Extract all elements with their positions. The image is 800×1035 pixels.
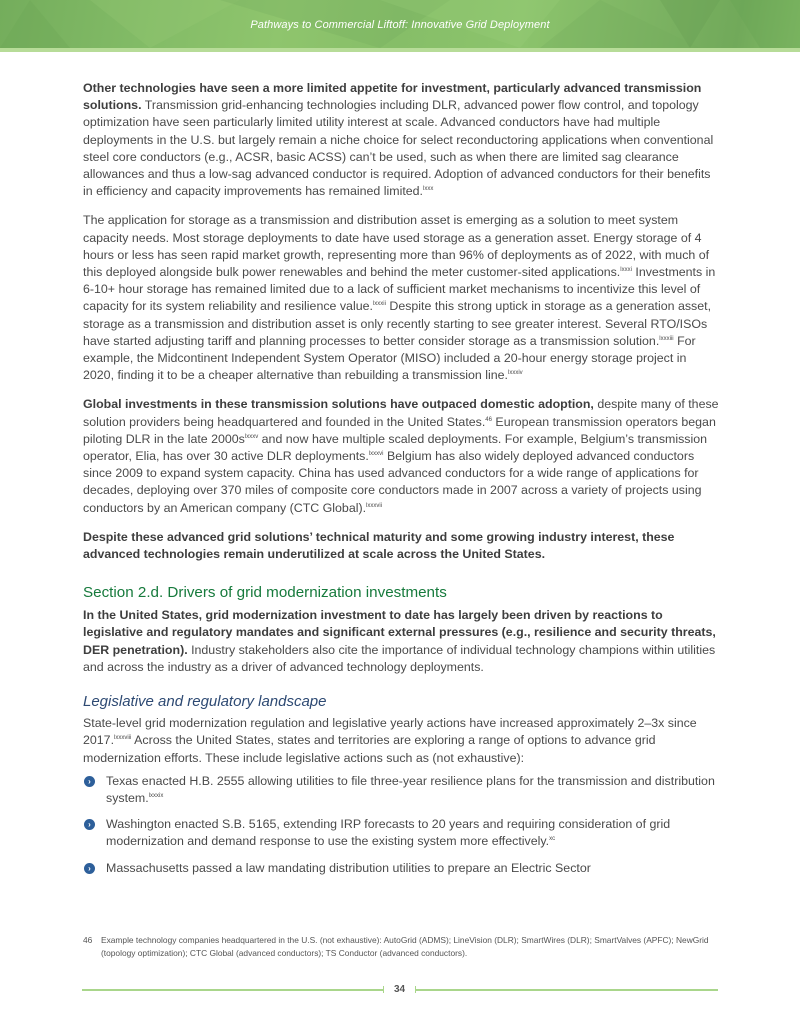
endnote-ref[interactable]: lxxxii — [372, 301, 386, 308]
endnote-ref[interactable]: lxxxv — [244, 433, 259, 440]
endnote-ref[interactable]: lxxxvi — [368, 451, 384, 458]
endnote-ref[interactable]: lxxxi — [620, 267, 632, 274]
paragraph-storage: The application for storage as a transmission and distribution asset is emerging as a solution to meet system capacity needs. Most storage deployments to date have used storage as a generation asset. Energy storage of 4 hours or less has seen rapid market growth, representing more than 96% of deployments as of 2022, with much of this deployed alongside bulk power renewables and behind the meter customer-sited applications.$^{lxxxi}$ Investments in 6-10+ hour storage has remained limited due to a lack of sufficient market mechanisms to incentivize this level of capacity for its system reliability and resilience value.$^{lxxxii}$ Despite this strong uptick in storage as a generation asset, storage as a transmission and distribution asset is only recently starting to see greater interest. Several RTO/ISOs have started adjusting tariff and planning processes to better consider storage as a transmission solution.$^{lxxxiii}$ For example, the Midcontinent Independent System Operator (MISO) included a 20-hour energy storage project in 2020, finding it to be a cheaper alternative than rebuilding a transmission line.$^{lxxxiv}$ — [83, 213, 716, 383]
footnote — [83, 934, 723, 959]
document-title: Pathways to Commercial Liftoff: Innovative Grid Deployment — [250, 19, 550, 31]
paragraph-advanced-transmission: Other technologies have seen a more limited appetite for investment, particularly advanced transmission solutions. Transmission grid-enhancing technologies including DLR, advanced power flow control, and topology optimization have seen particularly limited utility interest at scale. Advanced conductors have had multiple deployments in the U.S. but largely remain a niche choice for select reconductoring applications when conventional steel core conductors (e.g., ACSR, basic ACSS) can’t be used, such as when there are limited sag clearance allowances and thus a low-sag advanced conductor is required. Adoption of advanced conductors for their benefits in efficiency and capacity improvements has remained limited.$^{lxxx}$ — [83, 81, 714, 199]
paragraph-global-investments: Global investments in these transmission solutions have outpaced domestic adoption, despite many of these solution providers being headquartered and founded in the United States.$^{46}$ European transmission operators began piloting DLR in the late $2000s^{lxxxv}$ and now have multiple scaled deployments. For example, Belgium’s transmission operator, Elia, has over 30 active DLR deployments.$^{lxxxvi}$ Belgium has also widely deployed advanced conductors since 2009 to expand system capacity. China has used advanced conductors for a wide range of applications for decades, deploying over 370 miles of composite core conductors made in 2007 across a variety of projects using conductors by an American company (CTC Global).$^{lxxxvii}$ — [83, 397, 719, 515]
summary-statement: Despite these advanced grid solutions’ technical maturity and some growing industry interest, these advanced technologies remain underutilized at scale across the United States. — [83, 529, 675, 562]
lead-sentence: Global investments in these transmission solutions have outpaced domestic adoption, — [83, 397, 594, 412]
subsection-heading: Legislative and regulatory landscape — [83, 693, 327, 711]
page-footer — [82, 982, 718, 998]
subsection-intro: State-level grid modernization regulation and legislative yearly actions have increased approximately 2–3x since 2017.$^{lxxxviii}$ Across the United States, states and territories are exploring a range of options to advance grid modernization efforts. These include legislative actions such as (not exhaustive): — [83, 716, 697, 765]
footnote-number: 46 — [83, 935, 93, 945]
endnote-ref[interactable]: lxxxiv — [508, 370, 523, 377]
list-item: › Washington enacted S.B. 5165, extending IRP forecasts to 20 years and requiring consideration of grid modernization and demand response to use the existing system more effectively.$^{xc}$ — [83, 816, 719, 850]
footnote-text: Example technology companies headquartered in the U.S. (not exhaustive): AutoGrid (ADMS); LineVision (DLR); SmartWires (DLR); SmartValves (APFC); NewGrid (topology optimization); CTC Global (advanced conductors); TS Conductor (advanced conductors). — [101, 935, 709, 958]
footer-rule-left — [82, 989, 384, 991]
list-item: › Texas enacted H.B. 2555 allowing utilities to file three-year resilience plans for the transmission and distribution system.$^{lxxxix}$ — [83, 773, 719, 807]
endnote-ref[interactable]: lxxxvii — [366, 502, 383, 509]
endnote-ref[interactable]: lxxxiii — [659, 335, 674, 342]
list-item: › Massachusetts passed a law mandating distribution utilities to prepare an Electric Sector — [83, 860, 719, 877]
page-header-banner — [0, 0, 800, 48]
legislative-actions-list — [83, 773, 719, 877]
section-intro: In the United States, grid modernization investment to date has largely been driven by reactions to legislative and regulatory mandates and significant external pressures (e.g., resilience and security threats, DER penetration). Industry stakeholders also cite the importance of individual technology champions within utilities and across the industry as a driver of advanced technology deployments. — [83, 608, 716, 674]
chevron-circle-right-icon: › — [84, 863, 95, 874]
endnote-ref[interactable]: lxxxviii — [114, 735, 132, 742]
lead-sentence: In the United States, grid modernization investment to date has largely been driven by reactions to legislative and regulatory mandates and significant external pressures (e.g., resilience and security threats, DER penetration). — [83, 608, 716, 657]
lead-sentence: Other technologies have seen a more limited appetite for investment, particularly advanced transmission solutions. — [83, 81, 702, 113]
chevron-circle-right-icon: › — [84, 819, 95, 830]
chevron-circle-right-icon: › — [84, 776, 95, 787]
page-content — [83, 80, 719, 886]
endnote-ref[interactable]: xc — [549, 836, 556, 843]
section-heading: Section 2.d. Drivers of grid modernization investments — [83, 584, 447, 602]
page-number: 34 — [393, 984, 406, 995]
footer-rule-right — [415, 989, 718, 991]
endnote-ref[interactable]: lxxx — [423, 186, 434, 193]
paragraph-summary — [83, 529, 719, 563]
footnote-ref[interactable]: 46 — [485, 416, 492, 423]
header-accent-stripe — [0, 48, 800, 52]
endnote-ref[interactable]: lxxxix — [148, 792, 164, 799]
